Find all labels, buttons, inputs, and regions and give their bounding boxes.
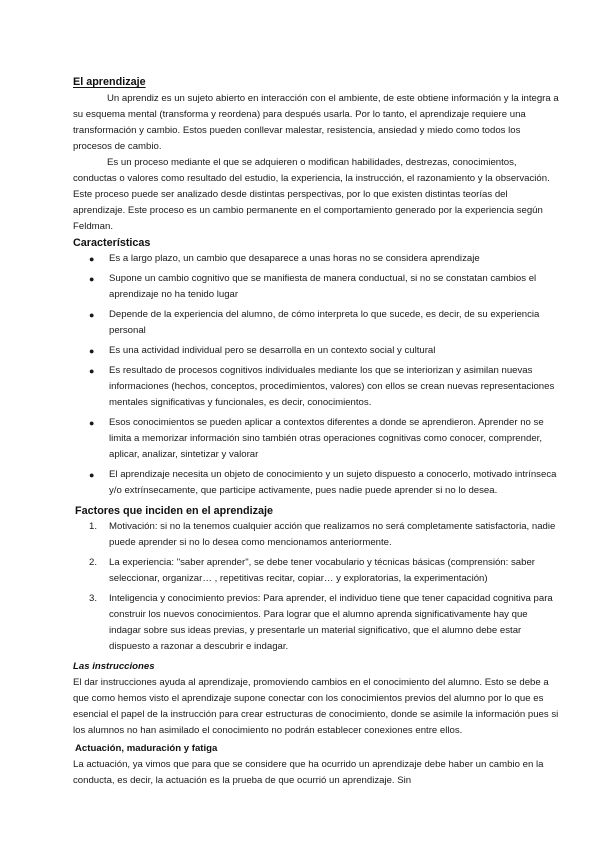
list-item-text: Depende de la experiencia del alumno, de cómo interpreta lo que sucede, es decir, de su experiencia personal — [109, 309, 540, 336]
bullet-icon: ● — [89, 418, 95, 428]
bullet-icon: ● — [89, 346, 95, 356]
list-item-text: Motivación: si no la tenemos cualquier acción que realizamos no será completamente satisfactoria, nadie puede aprender si no lo desea como mencionamos anteriormente. — [109, 521, 556, 548]
list-item-text: Es a largo plazo, un cambio que desaparece a unas horas no se considera aprendizaje — [109, 253, 480, 264]
bullet-icon: ● — [89, 366, 95, 376]
list-item-text: Es una actividad individual pero se desarrolla en un contexto social y cultural — [109, 345, 436, 356]
list-item — [89, 271, 560, 303]
page-title: El aprendizaje — [73, 76, 146, 88]
list-number: 3. — [89, 593, 98, 604]
list-item — [89, 519, 560, 551]
bullet-icon: ● — [89, 310, 95, 320]
list-item — [89, 591, 560, 655]
factores-list — [73, 519, 560, 655]
section-heading-caracteristicas: Características — [73, 237, 151, 249]
intro-paragraph-1: Un aprendiz es un sujeto abierto en interacción con el ambiente, de este obtiene información y la integra a su esquema mental (transforma y reordena) para después usarla. Por lo tanto, el aprendizaje requiere una transformación y cambio. Estos pueden conllevar malestar, resistencia, ansiedad y miedo como todos los procesos de cambio. — [73, 93, 559, 152]
bullet-icon: ● — [89, 470, 95, 480]
instrucciones-paragraph: El dar instrucciones ayuda al aprendizaje, promoviendo cambios en el conocimiento del alumno. Esto se debe a que como hemos visto el aprendizaje supone conectar con los conocimientos previos del alumno por lo que es esencial el papel de la instrucción para crear estructuras de conocimiento, donde se asimile la información pues si los alumnos no han asimilado el conocimiento no podrán establecer conexiones entre ellos. — [73, 677, 559, 736]
actuacion-paragraph: La actuación, ya vimos que para que se considere que ha ocurrido un aprendizaje debe haber un cambio en la conducta, es decir, la actuación es la prueba de que ocurrió un aprendizaje. Sin — [73, 759, 544, 786]
list-item-text: Esos conocimientos se pueden aplicar a contextos diferentes a donde se aprendieron. Aprender no se limita a memorizar información sino también otras operaciones cognitivas como conocer, comprender, aplicar, analizar, sintetizar y valorar — [109, 417, 544, 460]
list-item — [89, 251, 560, 267]
bullet-icon: ● — [89, 254, 95, 264]
list-item-text: La experiencia: "saber aprender", se debe tener vocabulario y técnicas básicas (comprensión: saber seleccionar, organizar… , repetitivas recitar, copiar… y exploratorias, la experimentación) — [109, 557, 535, 584]
list-item — [89, 343, 560, 359]
bullet-icon: ● — [89, 274, 95, 284]
list-number: 1. — [89, 521, 98, 532]
list-item-text: Supone un cambio cognitivo que se manifiesta de manera conductual, si no se constatan cambios el aprendizaje no ha tenido lugar — [109, 273, 537, 300]
caracteristicas-list — [73, 251, 560, 499]
list-item — [89, 467, 560, 499]
list-number: 2. — [89, 557, 98, 568]
section-heading-factores: Factores que inciden en el aprendizaje — [75, 505, 274, 517]
section-heading-actuacion: Actuación, maduración y fatiga — [75, 743, 218, 754]
list-item-text: El aprendizaje necesita un objeto de conocimiento y un sujeto dispuesto a conocerlo, motivado intrínseca y/o extrínsecamente, que participe activamente, pues nadie puede aprender si no lo desea. — [109, 469, 557, 496]
list-item — [89, 307, 560, 339]
list-item — [89, 415, 560, 463]
list-item — [89, 555, 560, 587]
list-item-text: Inteligencia y conocimiento previos: Para aprender, el individuo tiene que tener capacidad cognitiva para construir los nuevos conocimientos. Para lograr que el alumno aprenda significativamente hay que indagar sobre sus ideas previas, y presentarle un material significativo, que el alumno debe estar dispuesto a razonar a descubrir e indagar. — [109, 593, 553, 652]
list-item — [89, 363, 560, 411]
list-item-text: Es resultado de procesos cognitivos individuales mediante los que se interiorizan y asimilan nuevas informaciones (hechos, conceptos, procedimientos, valores) con ellos se crean nuevas representaciones mentales significativas y funcionales, es decir, conocimientos. — [109, 365, 555, 408]
intro-paragraph-2: Es un proceso mediante el que se adquieren o modifican habilidades, destrezas, conocimientos, conductas o valores como resultado del estudio, la experiencia, la instrucción, el razonamiento y la observación. Este proceso puede ser analizado desde distintas perspectivas, por lo que existen distintas teorías del aprendizaje. Este proceso es un cambio permanente en el comportamiento generado por la experiencia según Feldman. — [73, 157, 550, 232]
section-heading-instrucciones: Las instrucciones — [73, 661, 155, 672]
